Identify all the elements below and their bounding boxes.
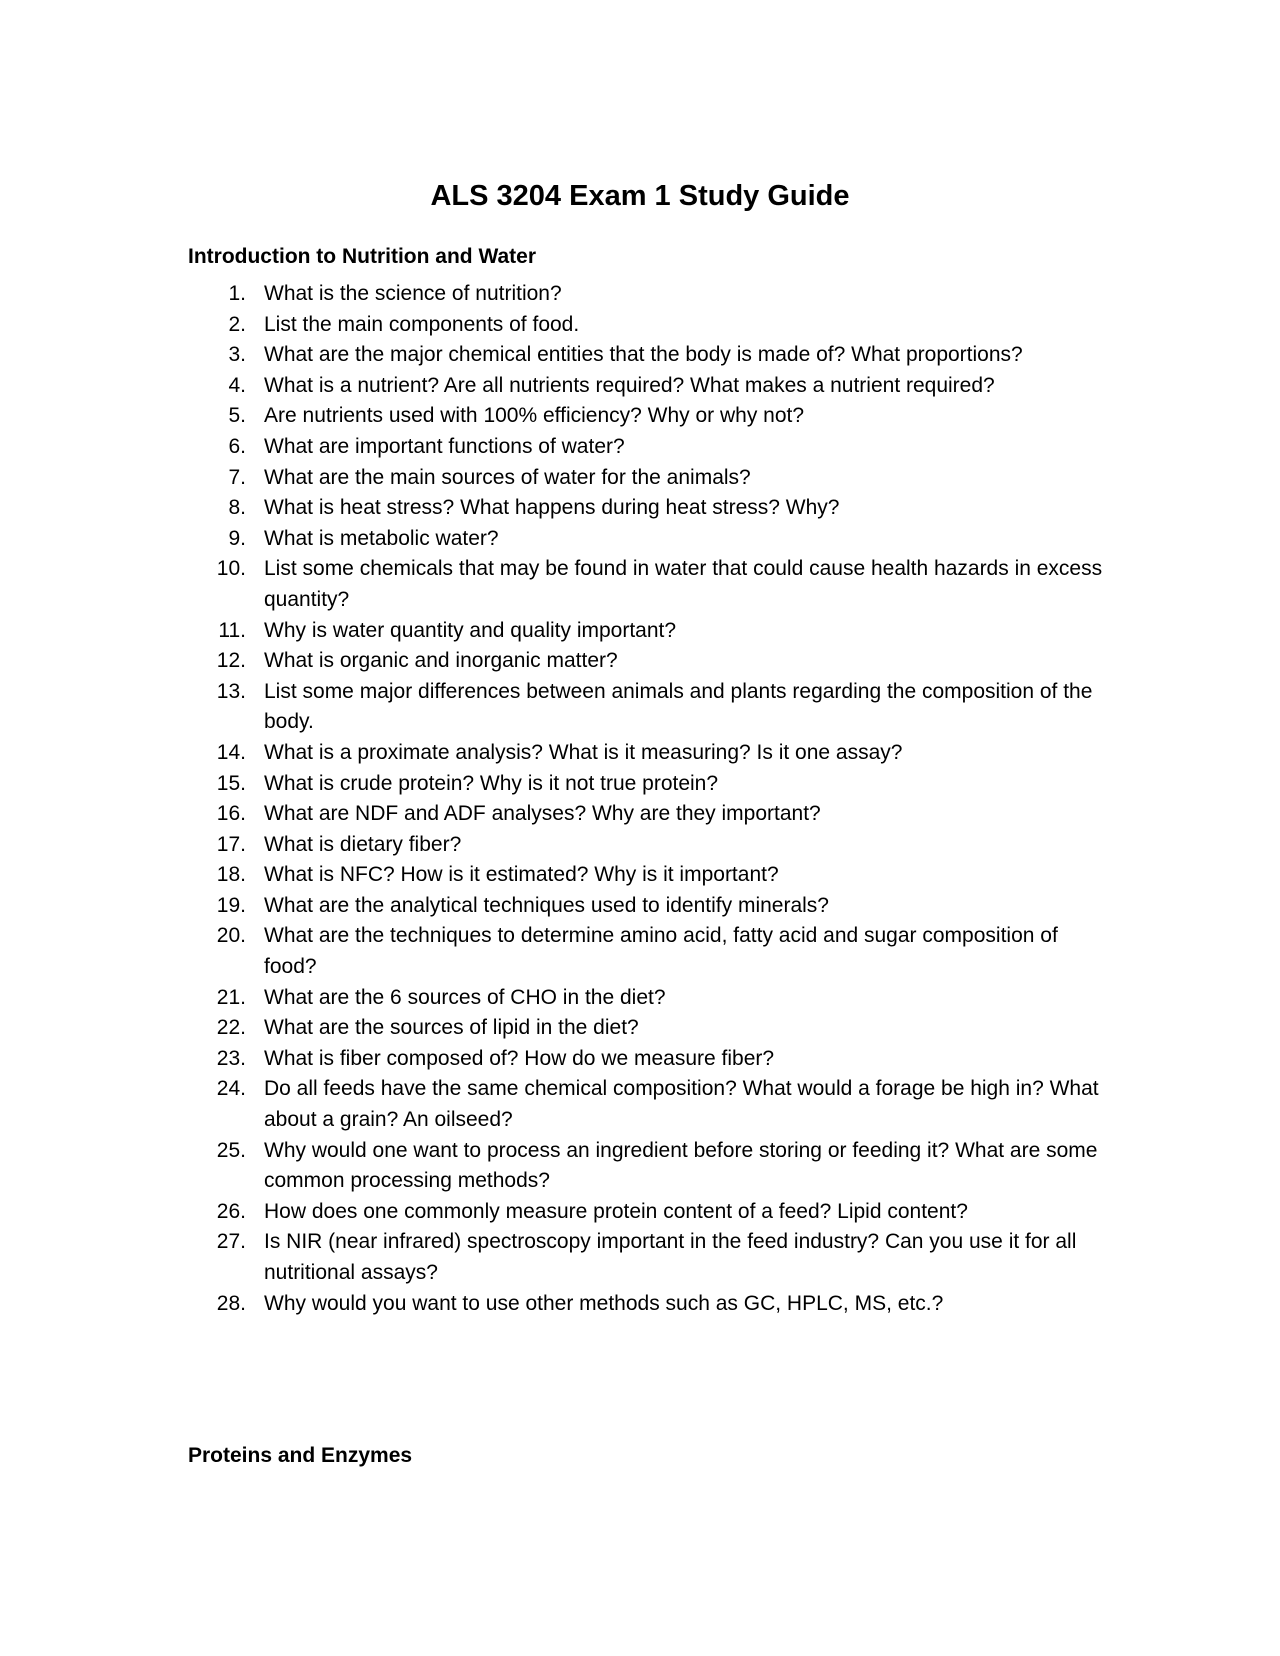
list-item bbox=[188, 310, 1108, 341]
question-list bbox=[188, 279, 1108, 1319]
list-item bbox=[188, 1044, 1108, 1075]
list-item-text: What is the science of nutrition? bbox=[264, 282, 562, 305]
list-item-text: Why would one want to process an ingredient before storing or feeding it? What are some common processing methods? bbox=[264, 1138, 1098, 1193]
list-item bbox=[188, 1013, 1108, 1044]
list-item bbox=[188, 1074, 1108, 1135]
list-item bbox=[188, 799, 1108, 830]
list-item bbox=[188, 983, 1108, 1014]
list-item-number: 19. bbox=[216, 893, 246, 917]
list-item bbox=[188, 769, 1108, 800]
list-item-text: What is fiber composed of? How do we measure fiber? bbox=[264, 1046, 775, 1070]
list-item-number: 18. bbox=[216, 863, 246, 887]
list-item-text: What is dietary fiber? bbox=[264, 832, 462, 856]
list-item-text: What is organic and inorganic matter? bbox=[264, 649, 618, 673]
list-item-text: What are the sources of lipid in the diet? bbox=[264, 1016, 639, 1040]
list-item-number: 9. bbox=[228, 526, 246, 550]
list-item-number: 13. bbox=[216, 679, 246, 703]
list-item bbox=[188, 1227, 1108, 1288]
section-heading-intro: Introduction to Nutrition and Water bbox=[188, 245, 537, 268]
list-item-text: Do all feeds have the same chemical composition? What would a forage be high in? What about a grain? An oilseed? bbox=[264, 1077, 1099, 1132]
list-item bbox=[188, 554, 1108, 615]
list-item-number: 27. bbox=[216, 1230, 246, 1254]
list-item-number: 11. bbox=[218, 618, 246, 642]
list-item bbox=[188, 921, 1108, 982]
list-item-number: 8. bbox=[228, 496, 246, 520]
list-item-text: What are NDF and ADF analyses? Why are they important? bbox=[264, 802, 821, 826]
document-title: ALS 3204 Exam 1 Study Guide bbox=[430, 180, 850, 212]
list-item-number: 5. bbox=[228, 404, 246, 428]
list-item-text: What are the 6 sources of CHO in the diet? bbox=[264, 985, 666, 1009]
list-item bbox=[188, 493, 1108, 524]
list-item-number: 10. bbox=[216, 557, 246, 581]
list-item bbox=[188, 524, 1108, 555]
list-item bbox=[188, 340, 1108, 371]
list-item-number: 17. bbox=[216, 832, 246, 856]
list-item bbox=[188, 677, 1108, 738]
list-item-text: What are the major chemical entities that the body is made of? What proportions? bbox=[264, 343, 1023, 367]
list-item-number: 20. bbox=[216, 924, 246, 948]
list-item-number: 23. bbox=[216, 1046, 246, 1070]
list-item bbox=[188, 432, 1108, 463]
list-item-text: What is metabolic water? bbox=[264, 526, 499, 550]
list-item-text: Why would you want to use other methods such as GC, HPLC, MS, etc.? bbox=[264, 1291, 944, 1315]
list-item-text: Why is water quantity and quality important? bbox=[264, 618, 677, 642]
list-item bbox=[188, 279, 1108, 310]
list-item-text: What are the techniques to determine amino acid, fatty acid and sugar composition of food? bbox=[264, 924, 1058, 979]
list-item-number: 25. bbox=[216, 1138, 246, 1162]
list-item-text: What are the main sources of water for the animals? bbox=[264, 465, 751, 489]
list-item-number: 12. bbox=[216, 649, 246, 673]
list-item-number: 28. bbox=[216, 1291, 246, 1315]
list-item-number: 24. bbox=[216, 1077, 246, 1101]
list-item bbox=[188, 830, 1108, 861]
list-item-number: 2. bbox=[228, 312, 246, 336]
list-item-number: 6. bbox=[228, 434, 246, 458]
list-item bbox=[188, 401, 1108, 432]
list-item-text: What is crude protein? Why is it not true protein? bbox=[264, 771, 719, 795]
list-item-number: 22. bbox=[216, 1016, 246, 1040]
list-item bbox=[188, 891, 1108, 922]
list-item-text: Are nutrients used with 100% efficiency? Why or why not? bbox=[264, 404, 805, 428]
list-item-number: 3. bbox=[228, 343, 246, 367]
list-item-number: 4. bbox=[228, 373, 246, 397]
list-item-text: List the main components of food. bbox=[264, 312, 580, 336]
list-item-text: What is heat stress? What happens during heat stress? Why? bbox=[264, 496, 840, 520]
list-item bbox=[188, 860, 1108, 891]
list-item-text: List some chemicals that may be found in water that could cause health hazards in excess quantity? bbox=[264, 557, 1103, 611]
list-item-text: Is NIR (near infrared) spectroscopy important in the feed industry? Can you use it for all nutritional assays? bbox=[264, 1230, 1077, 1284]
list-item-text: What is a nutrient? Are all nutrients required? What makes a nutrient required? bbox=[264, 373, 995, 397]
list-item-number: 14. bbox=[216, 740, 246, 764]
list-item-text: What are the analytical techniques used to identify minerals? bbox=[264, 893, 829, 917]
list-item-text: What is NFC? How is it estimated? Why is it important? bbox=[264, 863, 779, 887]
list-item bbox=[188, 371, 1108, 402]
list-item-text: List some major differences between animals and plants regarding the composition of the body. bbox=[264, 679, 1093, 734]
list-item bbox=[188, 646, 1108, 677]
list-item-number: 16. bbox=[216, 802, 246, 826]
list-item-text: How does one commonly measure protein content of a feed? Lipid content? bbox=[264, 1199, 968, 1223]
list-item bbox=[188, 738, 1108, 769]
list-item bbox=[188, 463, 1108, 494]
list-item-number: 21. bbox=[216, 985, 246, 1009]
list-item-text: What are important functions of water? bbox=[264, 434, 625, 458]
list-item bbox=[188, 1289, 1108, 1320]
list-item-number: 7. bbox=[228, 465, 246, 489]
list-item-number: 15. bbox=[216, 771, 246, 795]
list-item-number: 1. bbox=[228, 282, 246, 305]
list-item bbox=[188, 1136, 1108, 1197]
list-item-number: 26. bbox=[216, 1199, 246, 1223]
list-item-text: What is a proximate analysis? What is it measuring? Is it one assay? bbox=[264, 740, 903, 764]
section-heading-proteins: Proteins and Enzymes bbox=[188, 1444, 413, 1467]
list-item bbox=[188, 616, 1108, 647]
list-item bbox=[188, 1197, 1108, 1228]
